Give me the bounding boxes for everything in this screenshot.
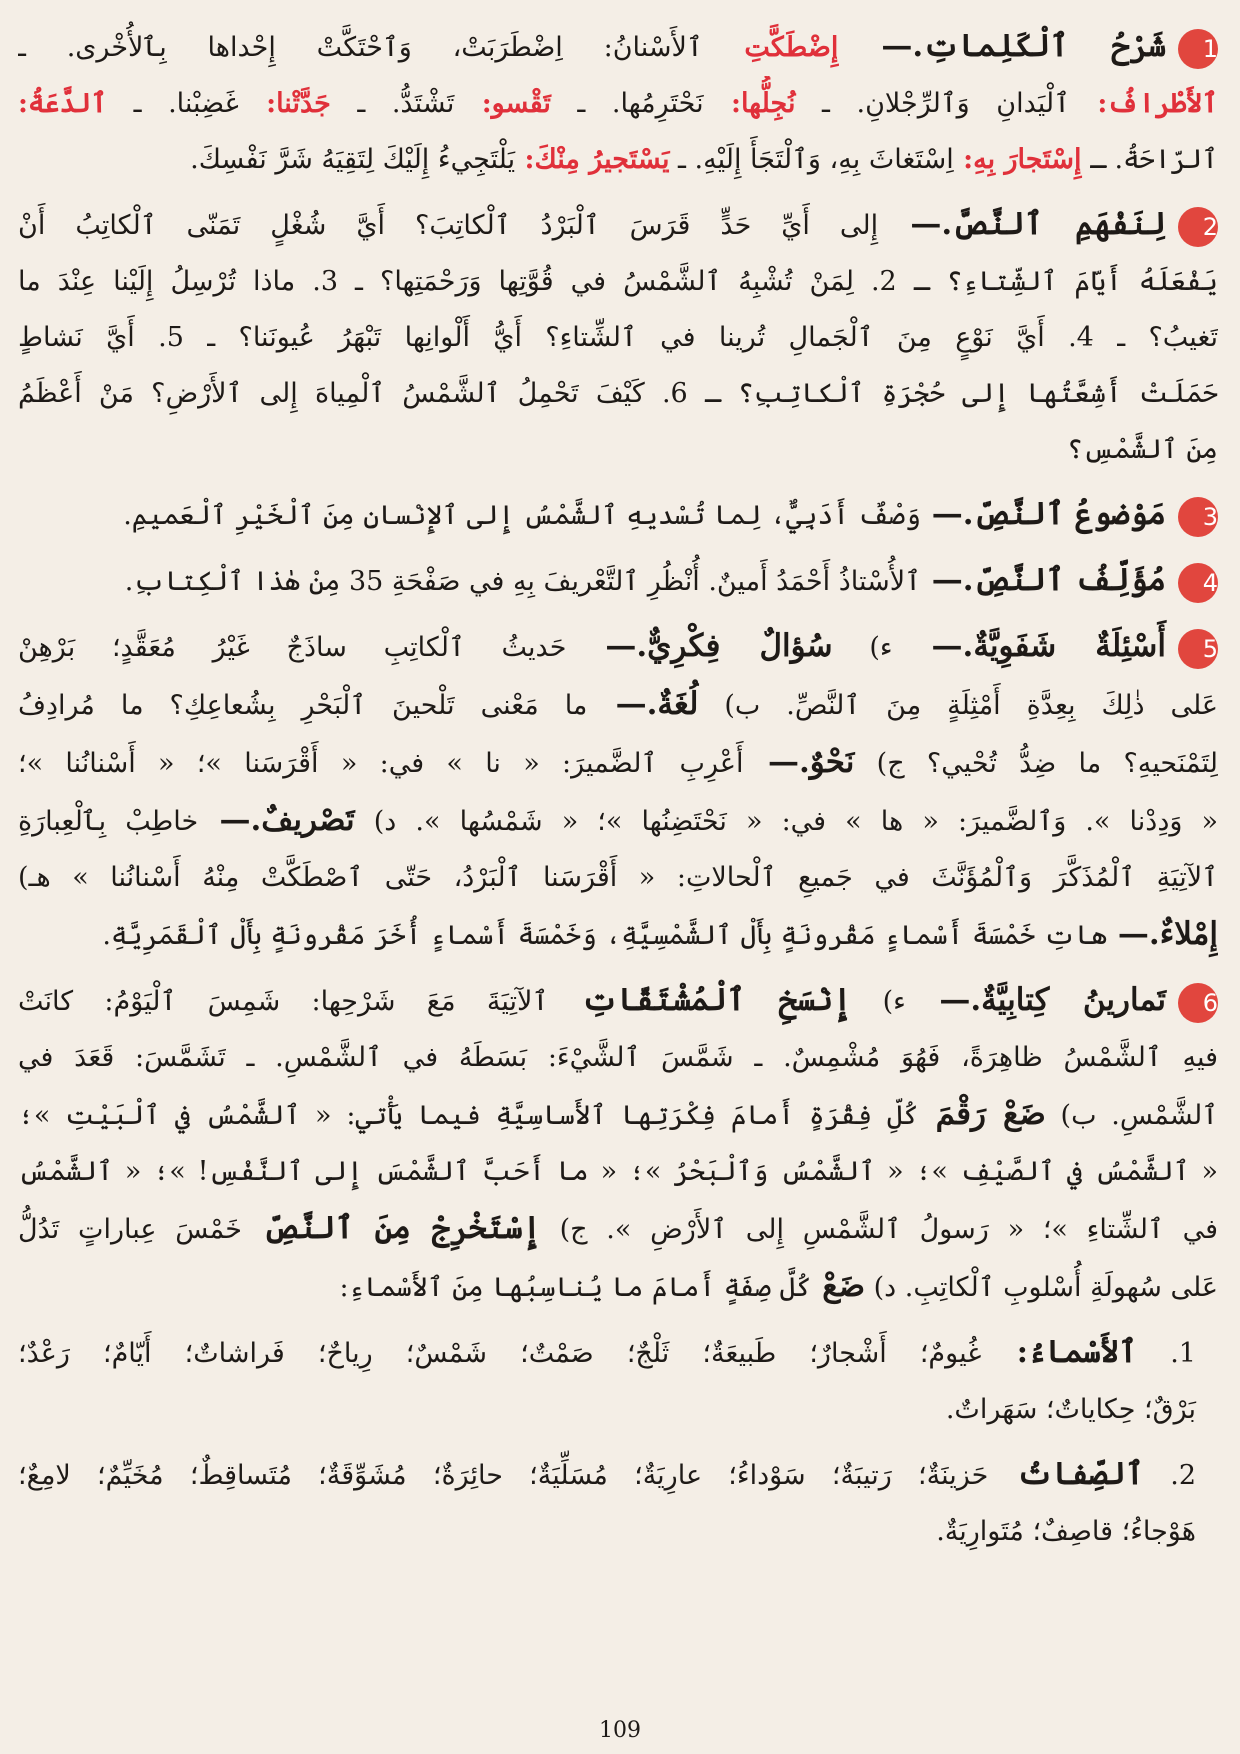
glossary-term: نُجِلُّها: xyxy=(703,88,796,119)
section-heading: مَوْضوعُ ٱلنَّصِّ.— xyxy=(920,496,1166,532)
text-line xyxy=(18,310,1218,366)
section-heading: ٱلصِّفاتُ xyxy=(988,1456,1144,1492)
text-line xyxy=(18,486,1218,544)
text-line xyxy=(18,972,1218,1030)
body-text: ٱلآتِيَةَ مَعَ شَرْحِها: شَمِسَ ٱلْيَوْمُ: كانَتْ xyxy=(18,986,549,1017)
body-text: غَضِبْنا. ـ xyxy=(107,88,239,119)
text-line xyxy=(18,618,1218,676)
glossary-term: إِسْتَجارَ بِهِ: xyxy=(953,144,1082,175)
section-heading: إِمْلاءٌ.— xyxy=(1107,916,1218,952)
glossary-term: يَسْتَجيرُ مِنْكَ: xyxy=(515,144,670,175)
body-text: يَفْعَلَهُ أَيّامَ ٱلشِّتاءِ؟ ـ 2. لِمَنْ تُشْبِهُ ٱلشَّمْسُ في قُوَّتِها وَرَحْمَتِها؟ ـ 3. ماذا تُرْسِلُ إِلَيْنا عِنْدَ ما xyxy=(18,266,1218,297)
section-heading: شَرْحُ ٱلْكَلِماتِ.— xyxy=(838,28,1166,64)
text-line xyxy=(18,1446,1218,1504)
body-text: ٱلأُسْتاذُ أَحْمَدُ أَمينٌ. أُنْظُرِ ٱلتَّعْريفَ بِهِ في صَفْحَةِ 35 مِنْ هٰذا ٱلْكِتابِ. xyxy=(124,566,921,597)
body-text: 1. xyxy=(1137,1338,1196,1369)
text-line xyxy=(18,1086,1218,1144)
body-text: نَحْتَرِمُها. ـ xyxy=(550,88,704,119)
exercise-section xyxy=(18,618,1218,964)
body-text: أَعْرِبِ ٱلضَّميرَ: « نا » في: « أَقْرَسَنا »؛ « أَسْنانُنا »؛ xyxy=(18,748,744,779)
section-heading: لُغَةٌ.— xyxy=(587,686,699,722)
section-heading: مُؤَلِّفُ ٱلنَّصِّ.— xyxy=(920,562,1166,598)
section-number-badge: 5 xyxy=(1178,629,1218,669)
body-text: تَشْتَدُّ. ـ xyxy=(330,88,455,119)
text-line xyxy=(18,132,1218,188)
body-text: ء) xyxy=(832,632,893,663)
body-text: حَديثُ ٱلْكاتِبِ ساذَجٌ غَيْرُ مُعَقَّدٍ؛ بَرْهِنْ xyxy=(18,632,567,663)
text-line xyxy=(18,1504,1218,1560)
body-text: في ٱلشِّتاءِ »؛ « رَسولُ ٱلشَّمْسِ إِلى ٱلأَرْضِ ». ج) xyxy=(540,1214,1218,1245)
text-line xyxy=(18,734,1218,792)
exercise-section xyxy=(18,486,1218,544)
text-line xyxy=(18,1324,1218,1382)
section-heading: لِنَفْهَمِ ٱلنَّصَّ.— xyxy=(878,206,1166,242)
body-text: هَوْجاءُ؛ قاصِفٌ؛ مُتَوارِيَةٌ. xyxy=(936,1516,1196,1547)
body-text: عَلى ذٰلِكَ بِعِدَّةِ أَمْثِلَةٍ مِنَ ٱلنَّصِّ. ب) xyxy=(698,690,1218,721)
body-text: إِلى أَيِّ حَدٍّ قَرَسَ ٱلْبَرْدُ ٱلْكاتِبَ؟ أَيَّ شُغْلٍ تَمَنّى ٱلْكاتِبُ أَنْ xyxy=(18,210,879,241)
body-text: حَمَلَتْ أَشِعَّتُها إِلى حُجْرَةِ ٱلْكاتِبِ؟ ـ 6. كَيْفَ تَحْمِلُ ٱلشَّمْسُ ٱلْمِياهَ إِلى ٱلأَرْضِ؟ مَنْ أَعْظَمُ xyxy=(18,378,1218,409)
section-heading: تَمارينُ كِتابِيَّةٌ.— xyxy=(905,982,1167,1018)
body-text: ء) xyxy=(851,986,906,1017)
text-line xyxy=(18,1382,1218,1438)
word-lists xyxy=(18,1324,1218,1560)
body-text: ٱلأَسْنانُ: اِضْطَرَبَتْ، وَٱحْتَكَّتْ إِحْداها بِٱلأُخْرى. ـ xyxy=(18,32,703,63)
section-heading: ضَعْ xyxy=(811,1268,866,1304)
section-number-badge: 6 xyxy=(1178,983,1218,1023)
page-number: 109 xyxy=(599,1718,641,1743)
section-heading: أَسْئِلَةٌ شَفَوِيَّةٌ.— xyxy=(892,628,1167,664)
body-text: ٱلآتِيَةِ ٱلْمُذَكَّرَ وَٱلْمُؤَنَّثَ في جَميعِ ٱلْحالاتِ: « أَقْرَسَنا ٱلْبَرْدُ، حَتّى ٱصْطَكَّتْ مِنْهُ أَسْنانُنا » هـ) xyxy=(18,862,1218,893)
text-line xyxy=(18,1258,1218,1316)
section-heading: تَصْريفٌ.— xyxy=(198,802,355,838)
body-text: هاتِ خَمْسَةَ أَسْماءٍ مَقْرونَةٍ بِأَلْ ٱلشَّمْسِيَّةِ، وَخَمْسَةَ أَسْماءٍ أُخَرَ مَقْرونَةٍ بِأَلْ ٱلْقَمَرِيَّةِ. xyxy=(102,920,1108,951)
body-text: ٱلْيَدانِ وَٱلرِّجْلانِ. ـ xyxy=(795,88,1070,119)
body-text: 2. xyxy=(1143,1460,1196,1491)
section-number-badge: 2 xyxy=(1178,207,1218,247)
section-heading: إِنْسَخِ ٱلْمُشْتَقّاتِ xyxy=(548,982,852,1018)
text-line xyxy=(18,676,1218,734)
body-text: كُلِّ فِقْرَةٍ أَمامَ فِكْرَتِها ٱلأَساسِيَّةِ فيما يَأْتي: « ٱلشَّمْسُ في ٱلْبَيْتِ »؛ xyxy=(18,1100,919,1131)
word-list xyxy=(18,1446,1218,1560)
text-line xyxy=(18,1030,1218,1086)
text-line xyxy=(18,850,1218,906)
exercise-section xyxy=(18,18,1218,188)
body-text: فيهِ ٱلشَّمْسُ ظاهِرَةً، فَهُوَ مُشْمِسٌ. ـ شَمَّسَ ٱلشَّيْءَ: بَسَطَهُ في ٱلشَّمْسِ. ـ تَشَمَّسَ: قَعَدَ في xyxy=(18,1042,1218,1073)
body-text: « وَدِدْنا ». وَٱلضَّميرَ: « ها » في: « نَحْتَضِنُها »؛ « شَمْسُها ». د) xyxy=(354,806,1218,837)
text-line xyxy=(18,1200,1218,1258)
body-text: خاطِبْ بِٱلْعِبارَةِ xyxy=(18,806,199,837)
body-text: كُلَّ صِفَةٍ أَمامَ ما يُناسِبُها مِنَ ٱلأَسْماءِ: xyxy=(339,1272,812,1303)
section-number-badge: 1 xyxy=(1178,29,1218,69)
body-text: وَصْفٌ أَدَبِيٌّ، لِما تُسْديهِ ٱلشَّمْسُ إِلى ٱلإِنْسانِ مِنَ ٱلْخَيْرِ ٱلْعَميمِ. xyxy=(123,500,921,531)
section-heading: ضَعْ رَقْمَ xyxy=(918,1096,1046,1132)
body-text: « ٱلشَّمْسُ في ٱلصَّيْفِ »؛ « ٱلشَّمْسُ وَٱلْبَحْرُ »؛ « ما أَحَبَّ ٱلشَّمْسَ إِلى ٱلنَّفْسِ! »؛ « ٱلشَّمْسُ xyxy=(18,1156,1218,1187)
body-text: تَغيبُ؟ ـ 4. أَيَّ نَوْعٍ مِنَ ٱلْجَمالِ تُرينا في ٱلشِّتاءِ؟ أَيُّ أَلْوانِها تَبْهَرُ عُيونَنا؟ ـ 5. أَيَّ نَشاطٍ xyxy=(18,322,1218,353)
text-line xyxy=(18,366,1218,422)
glossary-term: ٱلدَّعَةُ: xyxy=(18,88,108,119)
section-heading: سُؤالٌ فِكْرِيٌّ.— xyxy=(566,628,833,664)
body-text: ما مَعْنى تَلْحينَ ٱلْبَحْرِ بِشُعاعِكِ؟ ما مُرادِفُ xyxy=(18,690,588,721)
text-line xyxy=(18,254,1218,310)
text-line xyxy=(18,906,1218,964)
body-text: ٱلرّاحَةُ. ـ xyxy=(1081,144,1218,175)
glossary-term: ٱلأَطْرافُ: xyxy=(1069,88,1218,119)
text-line xyxy=(18,196,1218,254)
section-heading: ٱلأَسْماءُ: xyxy=(981,1334,1138,1370)
text-line xyxy=(18,1144,1218,1200)
body-text: عَلى سُهولَةِ أُسْلوبِ ٱلْكاتِبِ. د) xyxy=(865,1272,1218,1303)
exercise-section xyxy=(18,196,1218,478)
body-text: لِتَمْنَحيهِ؟ ما ضِدُّ تُحْيي؟ ج) xyxy=(854,748,1218,779)
body-text: مِنَ ٱلشَّمْسِ؟ xyxy=(1067,434,1218,465)
text-line xyxy=(18,552,1218,610)
glossary-term: جَدَّتْنا: xyxy=(238,88,331,119)
exercise-sections xyxy=(18,18,1218,1316)
text-line xyxy=(18,422,1218,478)
section-heading: نَحْوٌ.— xyxy=(743,744,855,780)
text-line xyxy=(18,18,1218,76)
exercise-section xyxy=(18,552,1218,610)
text-line xyxy=(18,76,1218,132)
body-text: يَلْتَجِيءُ إِلَيْكَ لِتَقِيَهُ شَرَّ نَفْسِكَ. xyxy=(190,144,516,175)
body-text: خَمْسَ عِباراتٍ تَدُلُّ xyxy=(18,1214,242,1245)
body-text: اِسْتَغاثَ بِهِ، وَٱلْتَجَأَ إِلَيْهِ. ـ xyxy=(669,144,954,175)
section-number-badge: 3 xyxy=(1178,497,1218,537)
glossary-term: إِضْطَكَّتِ xyxy=(702,32,839,63)
body-text: حَزينَةٌ؛ رَتيبَةٌ؛ سَوْداءُ؛ عارِيَةٌ؛ مُسَلِّيَةٌ؛ حائِرَةٌ؛ مُشَوِّقَةٌ؛ مُتَساقِطٌ؛ مُخَيِّمٌ؛ لامِعٌ؛ xyxy=(18,1460,989,1491)
glossary-term: تَقْسو: xyxy=(454,88,551,119)
exercise-section xyxy=(18,972,1218,1316)
text-line xyxy=(18,792,1218,850)
word-list xyxy=(18,1324,1218,1438)
section-number-badge: 4 xyxy=(1178,563,1218,603)
body-text: غُيومٌ؛ أَشْجارٌ؛ طَبيعَةٌ؛ ثَلْجٌ؛ صَمْتٌ؛ شَمْسٌ؛ رِياحٌ؛ فَراشاتٌ؛ أَيّامٌ؛ رَعْدٌ؛ xyxy=(18,1338,982,1369)
body-text: بَرْقٌ؛ حِكاياتٌ؛ سَهَراتٌ. xyxy=(945,1394,1196,1425)
section-heading: إِسْتَخْرِجْ مِنَ ٱلنَّصِّ xyxy=(241,1210,541,1246)
body-text: ٱلشَّمْسِ. ب) xyxy=(1045,1100,1218,1131)
